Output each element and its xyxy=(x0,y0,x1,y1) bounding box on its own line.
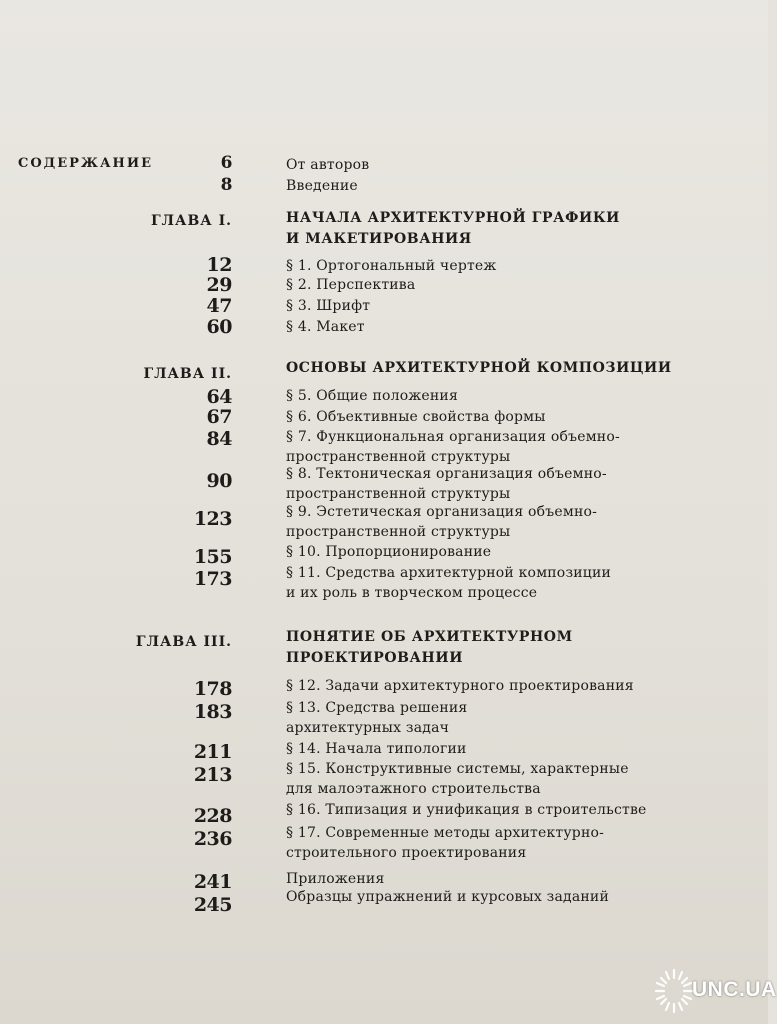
page-number: 241 xyxy=(193,871,232,893)
chapter-title-line: ПРОЕКТИРОВАНИИ xyxy=(286,650,464,666)
toc-entry-text xyxy=(286,823,604,863)
page-number: 155 xyxy=(193,546,232,568)
toc-entry-text: § 14. Начала типологии xyxy=(286,741,467,757)
page-number: 183 xyxy=(193,701,232,723)
toc-entry-line: § 9. Эстетическая организация объемно- xyxy=(286,504,598,520)
page-number: 211 xyxy=(193,741,232,763)
chapter-title-line: НАЧАЛА АРХИТЕКТУРНОЙ ГРАФИКИ xyxy=(286,210,621,226)
page-number: 245 xyxy=(193,894,232,916)
chapter-label: ГЛАВА II. xyxy=(143,366,232,382)
toc-entry-line: пространственной структуры xyxy=(286,449,511,465)
toc-entry-text: § 2. Перспектива xyxy=(286,277,416,293)
toc-entry-line: строительного проектирования xyxy=(286,845,527,861)
toc-entry-text xyxy=(286,427,620,467)
page-number: 64 xyxy=(206,386,232,408)
toc-heading: СОДЕРЖАНИЕ xyxy=(18,156,154,171)
chapter-title xyxy=(286,208,620,250)
chapter-title-line: ОСНОВЫ АРХИТЕКТУРНОЙ КОМПОЗИЦИИ xyxy=(286,360,672,376)
toc-entry-text: § 4. Макет xyxy=(286,319,365,335)
toc-entry-line: § 11. Средства архитектурной композиции xyxy=(286,565,612,581)
toc-entry-text: § 10. Пропорционирование xyxy=(286,544,492,560)
chapter-title xyxy=(286,627,573,669)
toc-entry-text: Образцы упражнений и курсовых заданий xyxy=(286,889,609,905)
toc-entry-line: пространственной структуры xyxy=(286,524,511,540)
toc-entry-text xyxy=(286,563,611,603)
toc-entry-text: § 16. Типизация и унификация в строительстве xyxy=(286,802,647,818)
page-number: 228 xyxy=(193,805,232,827)
toc-entry-line: архитектурных задач xyxy=(286,720,450,736)
sun-logo-icon xyxy=(654,966,694,1016)
chapter-label: ГЛАВА I. xyxy=(151,213,232,229)
page-number: 173 xyxy=(193,568,232,590)
chapter-label: ГЛАВА III. xyxy=(135,634,232,650)
toc-entry-text: § 1. Ортогональный чертеж xyxy=(286,258,497,274)
toc-entry-line: пространственной структуры xyxy=(286,486,511,502)
toc-entry-line: § 17. Современные методы архитектурно- xyxy=(286,825,605,841)
toc-entry-text: § 3. Шрифт xyxy=(286,298,371,314)
toc-entry-line: и их роль в творческом процессе xyxy=(286,585,538,601)
page-number: 67 xyxy=(206,406,232,428)
toc-entry-line: § 8. Тектоническая организация объемно- xyxy=(286,466,607,482)
chapter-title-line: ПОНЯТИЕ ОБ АРХИТЕКТУРНОМ xyxy=(286,629,573,645)
page-number: 29 xyxy=(206,274,232,296)
toc-entry-text xyxy=(286,698,467,738)
toc-entry-text: Введение xyxy=(286,178,358,194)
page-number: 178 xyxy=(193,678,232,700)
page-number: 90 xyxy=(206,470,232,492)
page-number: 236 xyxy=(193,828,232,850)
toc-entry-text: Приложения xyxy=(286,871,385,887)
toc-entry-line: § 13. Средства решения xyxy=(286,700,468,716)
watermark xyxy=(654,966,777,1016)
page-number: 8 xyxy=(220,175,232,195)
page-number: 60 xyxy=(206,316,232,338)
toc-entry-text xyxy=(286,759,629,799)
chapter-title xyxy=(286,358,672,379)
toc-entry-line: § 15. Конструктивные системы, характерные xyxy=(286,761,629,777)
toc-entry-text: § 12. Задачи архитектурного проектирования xyxy=(286,678,634,694)
chapter-title-line: И МАКЕТИРОВАНИЯ xyxy=(286,231,472,247)
page-number: 12 xyxy=(206,254,232,276)
toc-entry-text: От авторов xyxy=(286,157,370,173)
page-number: 123 xyxy=(193,508,232,530)
page-number: 213 xyxy=(193,764,232,786)
page-number: 84 xyxy=(206,428,232,450)
toc-entry-text xyxy=(286,464,607,504)
toc-entry-line: § 7. Функциональная организация объемно- xyxy=(286,429,620,445)
toc-entry-text: § 6. Объективные свойства формы xyxy=(286,409,546,425)
page-number: 47 xyxy=(206,295,232,317)
watermark-text: UNC.UA xyxy=(692,978,777,1001)
toc-entry-text: § 5. Общие положения xyxy=(286,388,458,404)
toc-entry-line: для малоэтажного строительства xyxy=(286,781,541,797)
page-number: 6 xyxy=(220,153,232,173)
toc-entry-text xyxy=(286,502,597,542)
